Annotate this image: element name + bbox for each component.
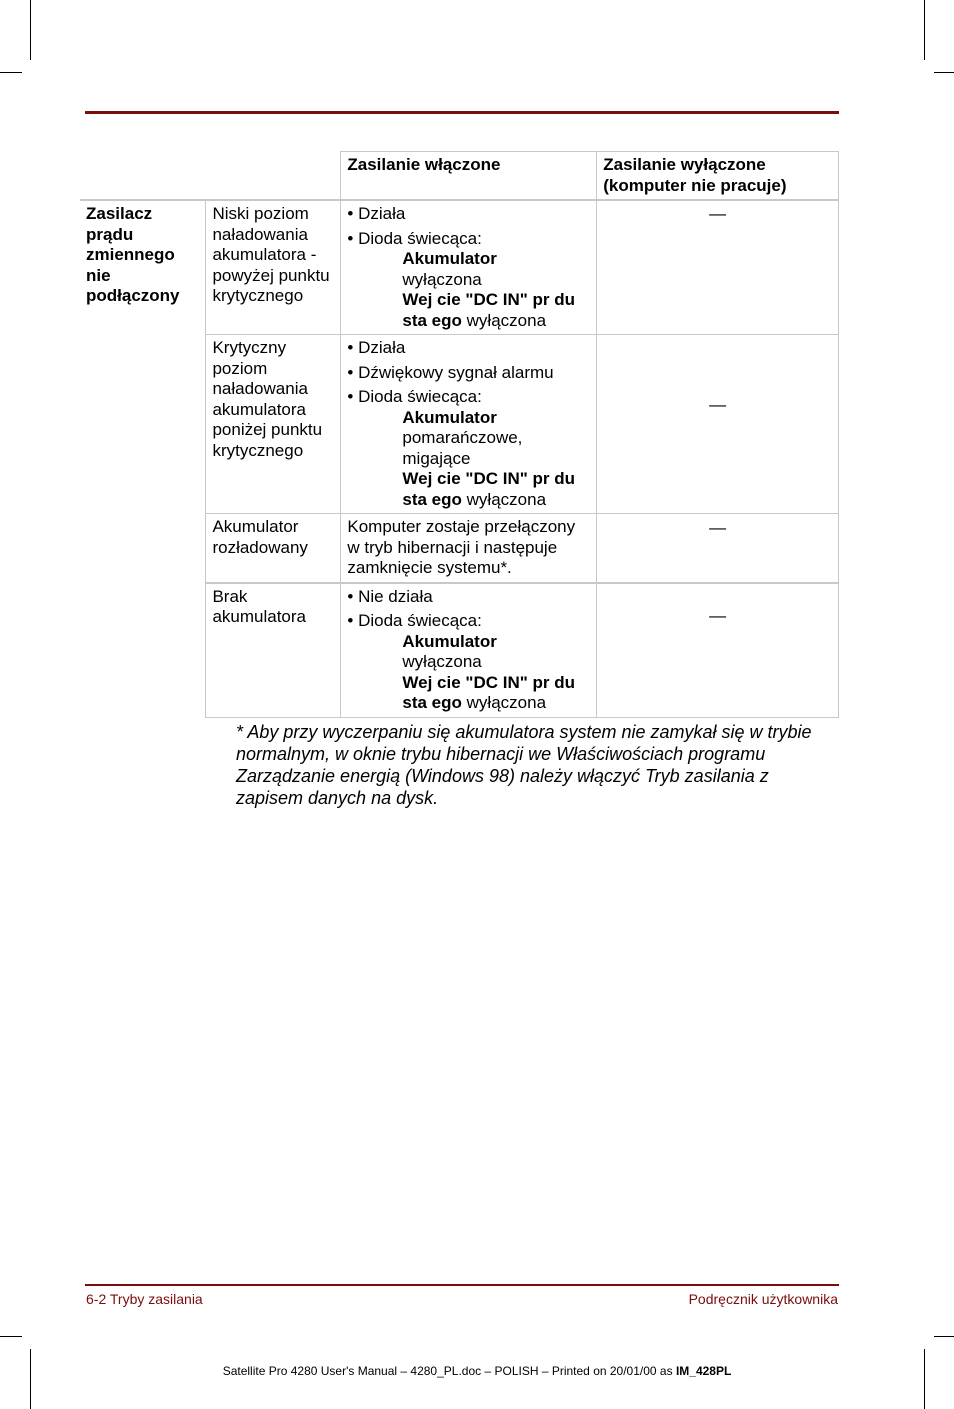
footer-manual-title: Podręcznik użytkownika: [688, 1291, 838, 1307]
bullet-item: • Dioda świecąca:: [347, 611, 482, 630]
print-info: [0, 1364, 954, 1378]
col-header-power-on: Zasilanie włączone: [341, 152, 597, 201]
led-entry: [347, 408, 590, 511]
power-off-cell: —: [597, 335, 839, 514]
group-label: Zasilacz prądu zmiennego nie podłączony: [80, 200, 206, 717]
footer-page-label: 6-2 Tryby zasilania: [86, 1291, 203, 1307]
bullet-item: • Dźwiękowy sygnał alarmu: [347, 362, 554, 382]
state-cell: Brak akumulatora: [206, 583, 341, 718]
state-cell: Krytyczny poziom naładowania akumulatora poniżej punktu krytycznego: [206, 335, 341, 514]
bullet-item: • Nie działa: [347, 586, 433, 606]
power-off-cell: —: [597, 514, 839, 583]
crop-mark: [30, 1349, 31, 1409]
led-name: Akumulator: [402, 249, 497, 268]
power-modes-table: [80, 151, 839, 718]
bullet-item: • Dioda świecąca:: [347, 228, 482, 248]
crop-mark: [924, 0, 925, 60]
footer-rule: [85, 1284, 839, 1286]
led-state: wyłączona: [466, 489, 547, 509]
led-name: Wej cie "DC IN" pr du sta ego: [402, 672, 575, 712]
table-row: [80, 200, 839, 335]
bullet-item: • Działa: [347, 204, 406, 223]
led-name: Akumulator: [402, 407, 497, 427]
led-state: pomarańczowe, migające: [402, 428, 523, 468]
power-on-cell: [341, 200, 597, 335]
led-state: wyłączona: [402, 269, 482, 289]
led-state: wyłączona: [402, 652, 482, 671]
state-cell: Niski poziom naładowania akumulatora - powyżej punktu krytycznego: [206, 200, 341, 335]
crop-mark: [0, 1336, 22, 1337]
power-on-cell: Komputer zostaje przełączony w tryb hibernacji i następuje zamknięcie systemu*.: [341, 514, 597, 583]
crop-mark: [0, 72, 22, 73]
footnote: * Aby przy wyczerpaniu się akumulatora system nie zamykał się w trybie normalnym, w oknie trybu hibernacji we Właściwościach programu Zarządzanie energią (Windows 98) należy włączyć Tryb zasilania z zapisem danych na dysk.: [236, 722, 812, 808]
power-on-cell: [341, 583, 597, 718]
bullet-item: • Działa: [347, 338, 406, 357]
state-cell: Akumulator rozładowany: [206, 514, 341, 583]
power-off-cell: —: [597, 583, 839, 718]
table-header-row: [80, 152, 839, 201]
led-state: wyłączona: [466, 693, 547, 712]
print-info-code: IM_428PL: [675, 1364, 732, 1378]
col-header-power-off: Zasilanie wyłączone (komputer nie pracuje): [597, 152, 839, 201]
crop-mark: [30, 0, 31, 60]
crop-mark: [924, 1349, 925, 1409]
header-rule: [85, 111, 839, 114]
crop-mark: [934, 72, 954, 73]
power-on-cell: [341, 335, 597, 514]
led-name: Wej cie "DC IN" pr du sta ego: [402, 290, 575, 330]
led-entry: [347, 632, 590, 714]
led-name: Wej cie "DC IN" pr du sta ego: [402, 469, 575, 509]
led-entry: [347, 249, 590, 331]
bullet-item: • Dioda świecąca:: [347, 387, 482, 406]
print-info-text: Satellite Pro 4280 User's Manual – 4280_PL.doc – POLISH – Printed on 20/01/00 as: [222, 1364, 676, 1378]
led-name: Akumulator: [402, 631, 497, 651]
power-off-cell: —: [597, 200, 839, 335]
crop-mark: [934, 1336, 954, 1337]
led-state: wyłączona: [466, 310, 547, 330]
